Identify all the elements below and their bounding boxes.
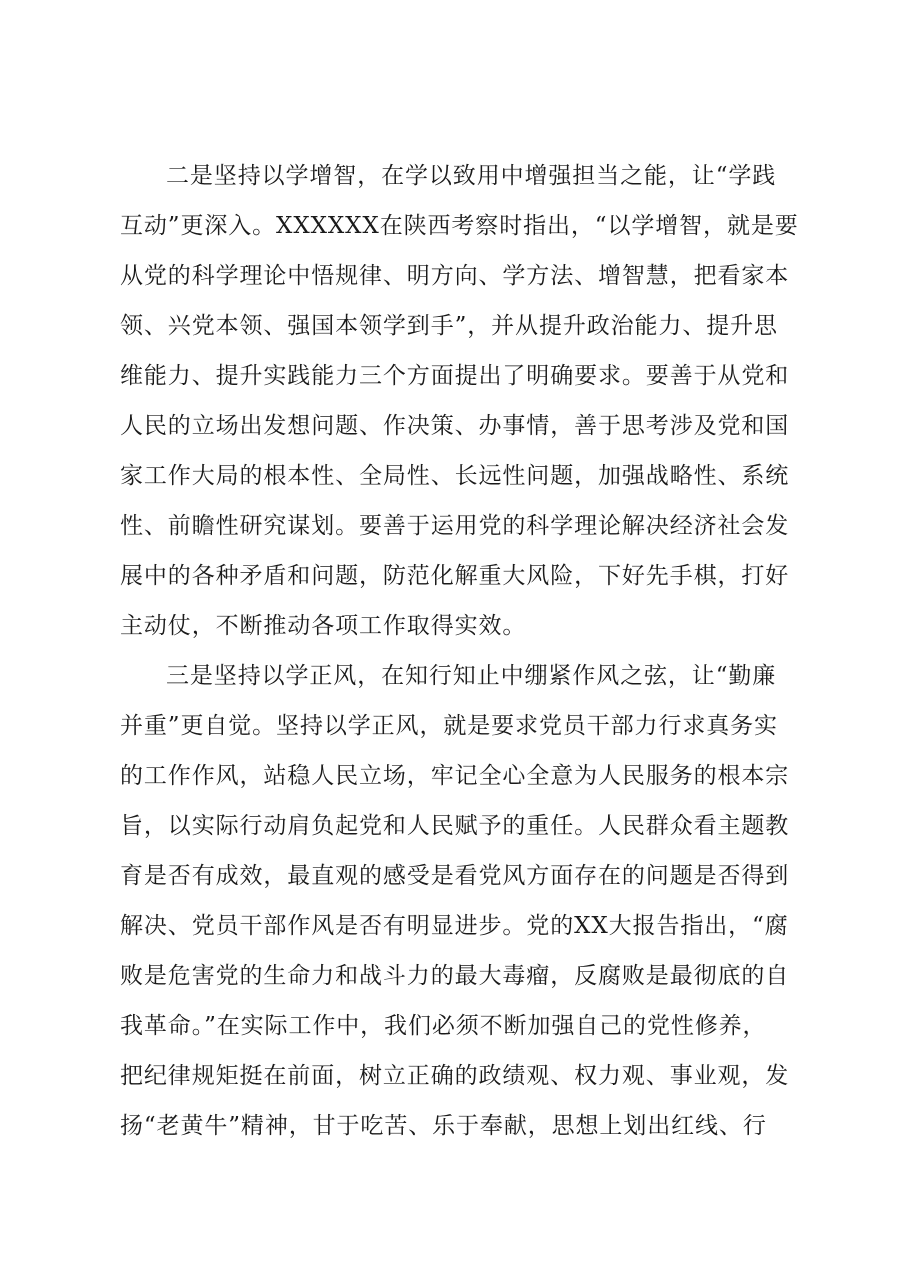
paragraph-line: 二是坚持以学增智，在学以致用中增强担当之能，让“学践 (166, 163, 777, 189)
paragraph-line: 解决、党员干部作风是否有明显进步。党的XX大报告指出，“腐 (120, 913, 789, 939)
paragraph-learning-wisdom (120, 151, 810, 651)
paragraph-line: 展中的各种矛盾和问题，防范化解重大风险，下好先手棋，打好 (120, 563, 790, 589)
paragraph-line: 扬“老黄牛”精神，甘于吃苦、乐于奉献，思想上划出红线、行 (120, 1113, 767, 1139)
paragraph-line: 并重”更自觉。坚持以学正风，就是要求党员干部力行求真务实 (120, 713, 778, 739)
paragraph-line: 领、兴党本领、强国本领学到手”，并从提升政治能力、提升思 (120, 313, 778, 339)
paragraph-line: 我革命。”在实际工作中，我们必须不断加强自己的党性修养， (120, 1013, 767, 1039)
paragraph-line: 从党的科学理论中悟规律、明方向、学方法、增智慧，把看家本 (120, 263, 790, 289)
paragraph-line: 三是坚持以学正风，在知行知止中绷紧作风之弦，让“勤廉 (166, 663, 777, 689)
paragraph-line: 的工作作风，站稳人民立场，牢记全心全意为人民服务的根本宗 (120, 763, 790, 789)
paragraph-line: 维能力、提升实践能力三个方面提出了明确要求。要善于从党和 (120, 363, 790, 389)
paragraph-line: 旨，以实际行动肩负起党和人民赋予的重任。人民群众看主题教 (120, 813, 790, 839)
paragraph-line: 主动仗，不断推动各项工作取得实效。 (120, 613, 527, 639)
paragraph-line: 育是否有成效，最直观的感受是看党风方面存在的问题是否得到 (120, 863, 790, 889)
paragraph-line: 家工作大局的根本性、全局性、长远性问题，加强战略性、系统 (120, 463, 790, 489)
paragraph-rectify-style (120, 651, 810, 1151)
paragraph-line: 人民的立场出发想问题、作决策、办事情，善于思考涉及党和国 (120, 413, 790, 439)
paragraph-line: 性、前瞻性研究谋划。要善于运用党的科学理论解决经济社会发 (120, 513, 790, 539)
paragraph-line: 败是危害党的生命力和战斗力的最大毒瘤，反腐败是最彻底的自 (120, 963, 790, 989)
paragraph-line: 互动”更深入。XXXXXX在陕西考察时指出，“以学增智，就是要 (120, 213, 799, 239)
paragraph-line: 把纪律规矩挺在前面，树立正确的政绩观、权力观、事业观，发 (120, 1063, 790, 1089)
document-body (120, 151, 810, 1151)
